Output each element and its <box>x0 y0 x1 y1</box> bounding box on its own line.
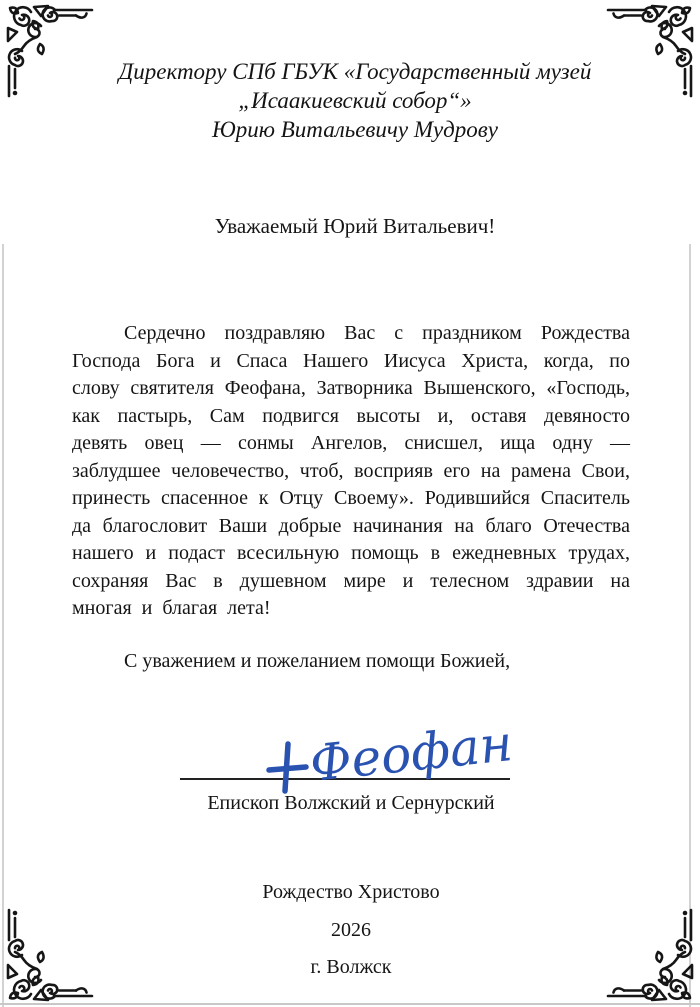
letter-body-paragraph: Сердечно поздравляю Вас с праздником Рождества Господа Бога и Спаса Нашего Иисуса Христа, когда, по слову святителя Феофана, Затворника Вышенского, «Господь, как пастырь, Сам подвигся высоты и, оставя девяносто девять овец — сонмы Ангелов, снисшел, ища одну — заблудшее человечество, чтоб, восприяв его на рамена Свои, принесть спасенное к Отцу Своему». Родившийся Спаситель да благословит Ваши добрые начинания на благо Отечества нашего и подаст всесильную помощь в ежедневных трудах, сохраняя Вас в душевном мире и телесном здравии на многая и благая лета! <box>72 322 630 619</box>
salutation: Уважаемый Юрий Витальевич! <box>214 214 496 238</box>
signer-title: Епископ Волжский и Сернурский <box>207 792 495 814</box>
page-edge-right <box>689 244 691 1007</box>
signature-cross-icon <box>269 744 306 791</box>
recipient-line-2: „Исаакиевский собор“» <box>238 88 472 113</box>
footer-year: 2026 <box>331 919 371 941</box>
page-edge-bottom <box>0 1003 700 1005</box>
signature-name-text: Феофан <box>307 714 516 793</box>
recipient-line-3: Юрию Витальевичу Мудрову <box>212 117 498 142</box>
recipient-block <box>50 57 660 144</box>
page-edge-left <box>2 244 4 1007</box>
handwritten-signature <box>248 700 516 815</box>
closing-line: С уважением и пожеланием помощи Божией, <box>124 650 511 672</box>
recipient-line-1: Директору СПб ГБУК «Государственный музей <box>118 59 592 84</box>
footer-holiday: Рождество Христово <box>262 881 440 903</box>
footer-city: г. Волжск <box>310 956 392 978</box>
